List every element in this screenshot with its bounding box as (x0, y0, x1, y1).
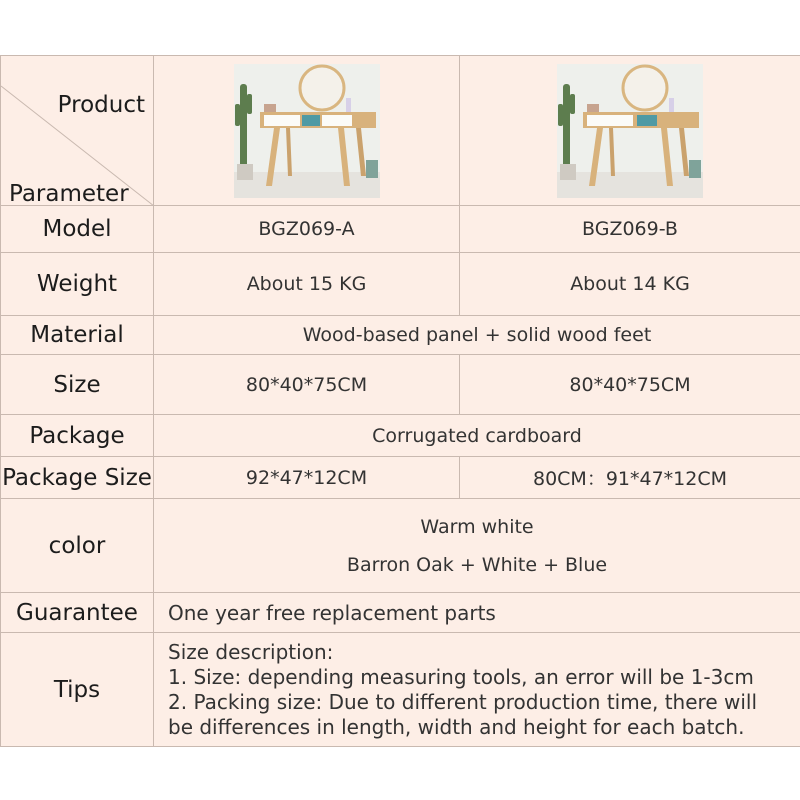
product-b-image-cell (460, 56, 800, 206)
tips-line: 2. Packing size: Due to different production time, there will (168, 689, 758, 714)
weight-a-value: About 15 KG (154, 253, 460, 316)
package-label: Package (1, 415, 154, 457)
vanity-table-photo-a (234, 64, 380, 198)
spec-table (0, 55, 800, 747)
color-value-cell (154, 499, 800, 593)
color-option-2: Barron Oak + White + Blue (346, 553, 608, 576)
package-size-b-value: 80CM：91*47*12CM (460, 457, 800, 499)
package-row (1, 415, 800, 457)
package-size-row (1, 457, 800, 499)
color-label: color (1, 499, 154, 593)
package-value: Corrugated cardboard (154, 415, 800, 457)
material-value: Wood-based panel + solid wood feet (154, 316, 800, 355)
size-row (1, 355, 800, 415)
tips-label: Tips (1, 633, 154, 747)
material-label: Material (1, 316, 154, 355)
weight-b-value: About 14 KG (460, 253, 800, 316)
guarantee-value: One year free replacement parts (154, 593, 800, 633)
color-row (1, 499, 800, 593)
product-row (1, 56, 800, 206)
color-option-1: Warm white (420, 515, 534, 538)
weight-row (1, 253, 800, 316)
tips-line: 1. Size: depending measuring tools, an error will be 1-3cm (168, 664, 754, 689)
size-a-value: 80*40*75CM (154, 355, 460, 415)
header-cell (1, 56, 154, 206)
size-label: Size (1, 355, 154, 415)
guarantee-row (1, 593, 800, 633)
product-header: Product (57, 92, 145, 118)
model-a-value: BGZ069-A (154, 206, 460, 253)
package-size-label: Package Size (1, 457, 154, 499)
material-row (1, 316, 800, 355)
weight-label: Weight (1, 253, 154, 316)
vanity-table-photo-b (557, 64, 703, 198)
tips-text (154, 633, 800, 747)
parameter-header: Parameter (9, 181, 129, 206)
model-b-value: BGZ069-B (460, 206, 800, 253)
model-label: Model (1, 206, 154, 253)
tips-row (1, 633, 800, 747)
model-row (1, 206, 800, 253)
size-b-value: 80*40*75CM (460, 355, 800, 415)
guarantee-label: Guarantee (1, 593, 154, 633)
tips-line: be differences in length, width and height for each batch. (168, 714, 745, 739)
product-a-image-cell (154, 56, 460, 206)
package-size-a-value: 92*47*12CM (154, 457, 460, 499)
tips-line: Size description: (168, 639, 334, 664)
